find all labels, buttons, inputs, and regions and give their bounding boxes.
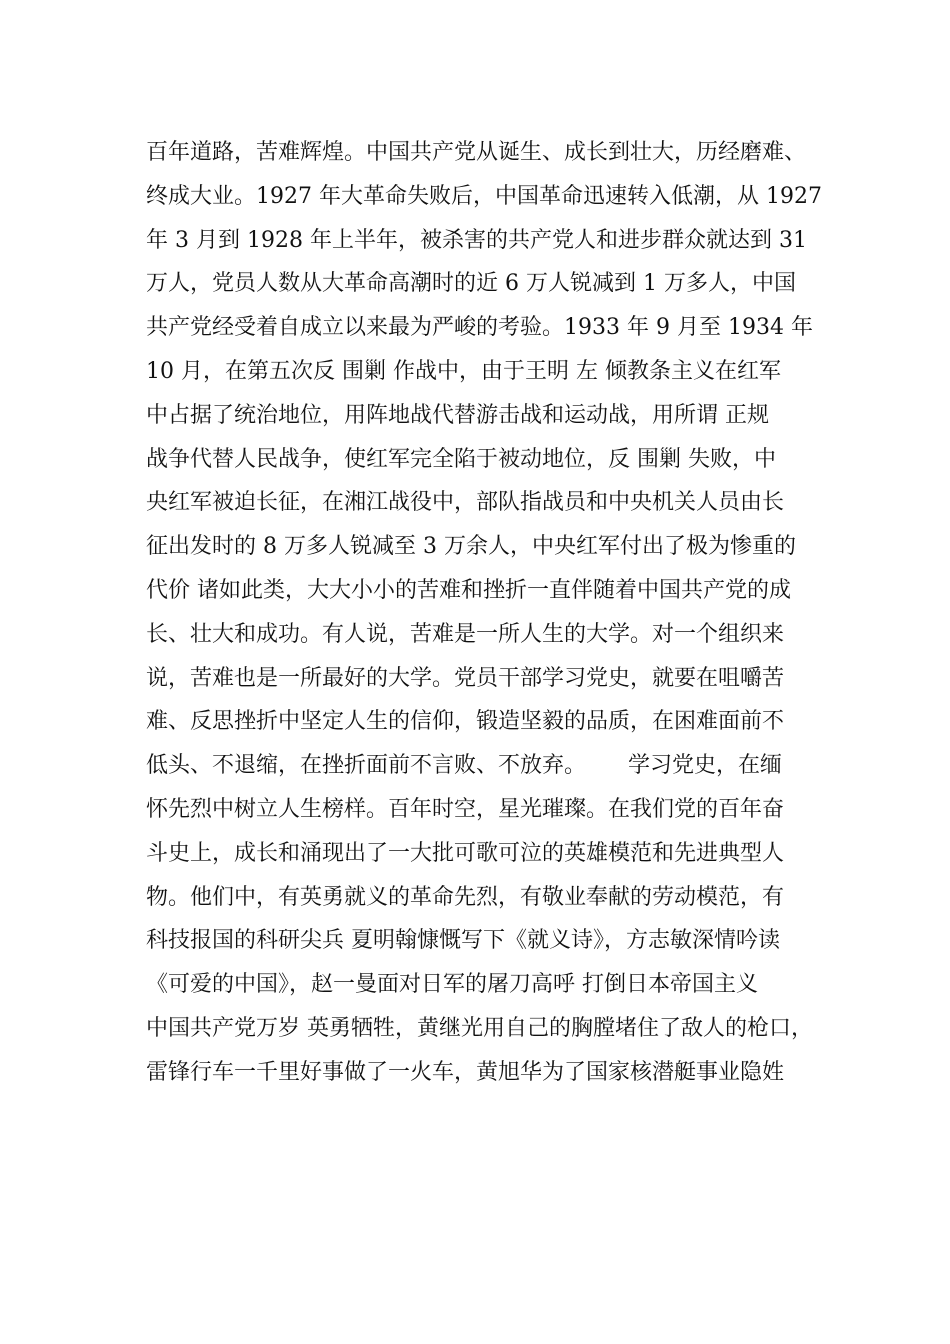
text-line: 征出发时的 8 万多人锐减至 3 万余人，中央红军付出了极为惨重的 xyxy=(146,534,796,560)
text-line: 万人，党员人数从大革命高潮时的近 6 万人锐减到 1 万多人，中国 xyxy=(146,271,796,297)
text-line: 低头、不退缩，在挫折面前不言败、不放弃。 学习党史，在缅 xyxy=(146,753,782,779)
text-line: 年 3 月到 1928 年上半年，被杀害的共产党人和进步群众就达到 31 xyxy=(146,227,807,253)
text-line: 物。他们中，有英勇就义的革命先烈，有敬业奉献的劳动模范，有 xyxy=(146,884,785,910)
text-line: 终成大业。1927 年大革命失败后，中国革命迅速转入低潮，从 1927 xyxy=(146,183,822,209)
body-text xyxy=(146,131,836,1095)
text-line: 百年道路，苦难辉煌。中国共产党从诞生、成长到壮大，历经磨难、 xyxy=(146,140,807,165)
text-line: 代价 诸如此类，大大小小的苦难和挫折一直伴随着中国共产党的成 xyxy=(146,577,791,603)
text-line: 10 月，在第五次反 围剿 作战中，由于王明 左 倾教条主义在红军 xyxy=(146,358,781,384)
text-line: 央红军被迫长征，在湘江战役中，部队指战员和中央机关人员由长 xyxy=(146,490,785,516)
text-line: 怀先烈中树立人生榜样。百年时空，星光璀璨。在我们党的百年奋 xyxy=(146,796,785,822)
text-line: 中国共产党万岁 英勇牺牲，黄继光用自己的胸膛堵住了敌人的枪口， xyxy=(146,1015,813,1041)
text-line: 共产党经受着自成立以来最为严峻的考验。1933 年 9 月至 1934 年 xyxy=(146,315,813,341)
text-line: 斗史上，成长和涌现出了一大批可歌可泣的英雄模范和先进典型人 xyxy=(146,840,785,866)
text-line: 中占据了统治地位，用阵地战代替游击战和运动战，用所谓 正规 xyxy=(146,402,769,428)
text-line: 长、壮大和成功。有人说，苦难是一所人生的大学。对一个组织来 xyxy=(146,621,785,647)
text-line: 《可爱的中国》，赵一曼面对日军的屠刀高呼 打倒日本帝国主义 xyxy=(146,972,758,998)
text-line: 雷锋行车一千里好事做了一火车，黄旭华为了国家核潜艇事业隐姓 xyxy=(146,1059,785,1085)
text-line: 科技报国的科研尖兵 夏明翰慷慨写下《就义诗》，方志敏深情吟读 xyxy=(146,928,780,954)
text-line: 说，苦难也是一所最好的大学。党员干部学习党史，就要在咀嚼苦 xyxy=(146,665,785,691)
text-line: 难、反思挫折中坚定人生的信仰，锻造坚毅的品质，在困难面前不 xyxy=(146,709,785,735)
text-line: 战争代替人民战争，使红军完全陷于被动地位，反 围剿 失败，中 xyxy=(146,446,776,472)
